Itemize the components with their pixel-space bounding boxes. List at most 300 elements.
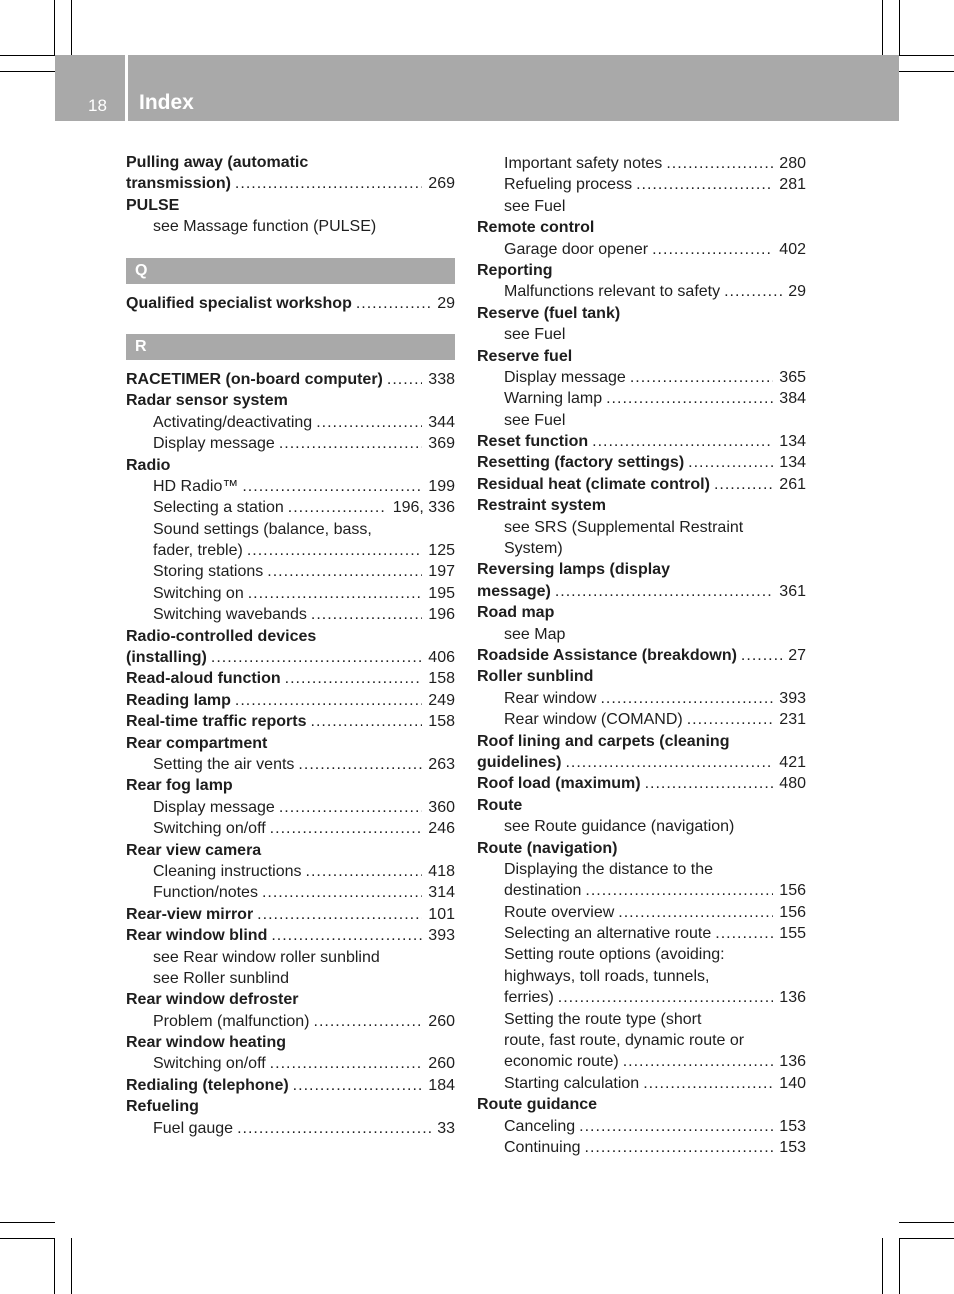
crop-mark — [71, 1238, 72, 1294]
page-reference[interactable]: 421 — [779, 753, 806, 771]
index-subentry — [126, 583, 455, 604]
page-reference[interactable]: 269 — [428, 175, 455, 193]
index-subentry — [477, 816, 806, 837]
page-reference[interactable]: 260 — [428, 1012, 455, 1030]
entry-text: Setting route options (avoiding: — [504, 946, 725, 964]
entry-text: Switching on/off — [153, 1055, 266, 1073]
entry-text: Real-time traffic reports — [126, 713, 307, 731]
crop-mark — [54, 0, 55, 56]
index-subentry — [477, 388, 806, 409]
section-letter-bar: Q — [126, 258, 455, 284]
index-subentry — [126, 412, 455, 433]
page-reference[interactable]: 196 — [428, 606, 455, 624]
dot-leader — [311, 604, 422, 625]
index-entry — [126, 1096, 455, 1117]
entry-text: Roof lining and carpets (cleaning — [477, 732, 730, 750]
index-entry — [477, 260, 806, 281]
entry-text: Refueling — [126, 1098, 199, 1116]
entry-text: Continuing — [504, 1138, 581, 1156]
entry-text: Roof load (maximum) — [477, 775, 641, 793]
index-entry — [126, 1075, 455, 1096]
index-entry — [477, 602, 806, 623]
index-entry — [126, 840, 455, 861]
index-subentry — [477, 709, 806, 730]
dot-leader — [311, 711, 423, 732]
index-subentry — [477, 324, 806, 345]
index-subentry — [126, 433, 455, 454]
index-subentry — [477, 538, 806, 559]
entry-text: Pulling away (automatic — [126, 154, 309, 171]
entry-text: Displaying the distance to the — [504, 860, 714, 878]
index-entry — [477, 645, 806, 666]
entry-text: Resetting (factory settings) — [477, 454, 685, 472]
entry-text: Rear window heating — [126, 1034, 287, 1052]
page-reference[interactable]: 231 — [779, 711, 806, 729]
entry-text: see Roller sunblind — [153, 969, 290, 987]
entry-text: destination — [504, 882, 582, 900]
dot-leader — [565, 752, 773, 773]
page-reference[interactable]: 393 — [779, 689, 806, 707]
section-letter-bar: R — [126, 334, 455, 360]
entry-text: see Massage function (PULSE) — [153, 218, 377, 236]
page-reference[interactable]: 153 — [779, 1138, 806, 1156]
index-entry — [477, 559, 806, 580]
entry-text: fader, treble) — [153, 542, 243, 560]
entry-text: (installing) — [126, 649, 207, 667]
index-subentry — [477, 517, 806, 538]
dot-leader — [247, 540, 422, 561]
entry-text: Sound settings (balance, bass, — [153, 520, 372, 538]
page-reference[interactable]: 246 — [428, 820, 455, 838]
page-reference[interactable]: 369 — [428, 435, 455, 453]
index-entry — [126, 152, 455, 173]
index-subentry — [126, 882, 455, 903]
page-reference[interactable]: 418 — [428, 862, 455, 880]
index-subentry — [477, 1137, 806, 1158]
entry-text: Reset function — [477, 433, 589, 451]
page-reference[interactable]: 402 — [779, 240, 806, 258]
entry-text: transmission) — [126, 175, 231, 193]
dot-leader — [356, 293, 431, 314]
dot-leader — [636, 174, 773, 195]
page-reference[interactable]: 156 — [779, 882, 806, 900]
dot-leader — [279, 433, 422, 454]
index-subentry — [477, 1030, 806, 1051]
index-entry — [477, 773, 806, 794]
entry-text: Redialing (telephone) — [126, 1076, 289, 1094]
section-gap — [126, 314, 455, 324]
index-subentry — [126, 604, 455, 625]
dot-leader — [666, 153, 773, 174]
entry-text: Radio — [126, 456, 171, 474]
entry-text: Garage door opener — [504, 240, 649, 258]
index-entry — [477, 1094, 806, 1115]
entry-text: Display message — [153, 798, 275, 816]
entry-text: Rear window — [504, 689, 597, 707]
index-subentry — [126, 968, 455, 989]
page-reference[interactable]: 153 — [779, 1117, 806, 1135]
page-reference[interactable]: 136 — [779, 989, 806, 1007]
entry-text: Selecting a station — [153, 499, 284, 517]
dot-leader — [555, 581, 773, 602]
crop-mark — [0, 1222, 55, 1223]
index-entry — [126, 293, 455, 314]
dot-leader — [592, 431, 773, 452]
index-entry — [126, 733, 455, 754]
entry-text: Important safety notes — [504, 155, 663, 172]
index-entry — [126, 455, 455, 476]
index-column-right — [477, 153, 806, 1158]
entry-text: ferries) — [504, 989, 554, 1007]
entry-text: Read-aloud function — [126, 670, 281, 688]
index-entry — [126, 1032, 455, 1053]
index-entry — [126, 626, 455, 647]
entry-text: Reserve fuel — [477, 347, 573, 365]
entry-text: Reserve (fuel tank) — [477, 304, 621, 322]
index-subentry — [477, 367, 806, 388]
crop-mark — [0, 1238, 55, 1239]
index-entry — [126, 668, 455, 689]
entry-text: Rear window defroster — [126, 991, 299, 1009]
page-reference[interactable]: 384 — [779, 390, 806, 408]
entry-text: Rear-view mirror — [126, 905, 254, 923]
entry-text: Roller sunblind — [477, 668, 594, 686]
entry-text: Radar sensor system — [126, 392, 288, 410]
page-header — [55, 55, 899, 121]
index-subentry — [477, 923, 806, 944]
entry-text: Radio-controlled devices — [126, 627, 317, 645]
dot-leader — [288, 497, 387, 518]
entry-text: Roadside Assistance (breakdown) — [477, 646, 737, 664]
index-entry — [126, 925, 455, 946]
dot-leader — [270, 1053, 423, 1074]
page-reference[interactable]: 261 — [779, 475, 806, 493]
index-entry — [477, 431, 806, 452]
dot-leader — [652, 239, 773, 260]
page-reference[interactable]: 361 — [779, 582, 806, 600]
entry-text: HD Radio™ — [153, 477, 239, 495]
index-entry — [126, 989, 455, 1010]
dot-leader — [724, 281, 782, 302]
dot-leader — [270, 818, 423, 839]
dot-leader — [618, 902, 773, 923]
entry-text: guidelines) — [477, 753, 562, 771]
index-column-left — [126, 152, 455, 1139]
index-subentry — [477, 902, 806, 923]
index-subentry — [126, 1011, 455, 1032]
index-subentry — [477, 859, 806, 880]
index-subentry — [477, 174, 806, 195]
entry-text: Selecting an alternative route — [504, 925, 712, 943]
entry-text: Function/notes — [153, 884, 258, 902]
entry-text: Cleaning instructions — [153, 862, 302, 880]
entry-text: RACETIMER (on-board computer) — [126, 370, 383, 388]
index-subentry — [477, 239, 806, 260]
dot-leader — [687, 709, 774, 730]
dot-leader — [242, 476, 422, 497]
entry-text: Rear window blind — [126, 927, 268, 945]
dot-leader — [600, 688, 773, 709]
page-reference[interactable]: 140 — [779, 1074, 806, 1092]
index-entry — [477, 452, 806, 473]
page-reference[interactable]: 344 — [428, 413, 455, 431]
dot-leader — [257, 904, 422, 925]
index-entry — [477, 795, 806, 816]
page-reference[interactable]: 360 — [428, 798, 455, 816]
entry-text: see Map — [504, 625, 566, 643]
crop-mark — [899, 1238, 954, 1239]
page-reference[interactable]: 406 — [428, 649, 455, 667]
index-subentry — [126, 754, 455, 775]
index-subentry — [126, 861, 455, 882]
dot-leader — [271, 925, 422, 946]
index-subentry — [477, 281, 806, 302]
dot-leader — [235, 173, 422, 194]
dot-leader — [643, 1073, 773, 1094]
entry-text: highways, toll roads, tunnels, — [504, 967, 710, 985]
page-reference[interactable]: 33 — [437, 1119, 455, 1137]
dot-leader — [279, 797, 422, 818]
index-subentry — [126, 1053, 455, 1074]
index-subentry — [126, 1118, 455, 1139]
crop-mark — [71, 0, 72, 56]
entry-text: Switching on/off — [153, 820, 266, 838]
entry-text: Setting the air vents — [153, 755, 295, 773]
dot-leader — [237, 1118, 431, 1139]
page-reference[interactable]: 156 — [779, 903, 806, 921]
page-reference[interactable]: 314 — [428, 884, 455, 902]
dot-leader — [314, 1011, 423, 1032]
dot-leader — [606, 388, 773, 409]
dot-leader — [645, 773, 774, 794]
index-subentry — [477, 153, 806, 174]
index-subentry — [477, 688, 806, 709]
entry-text: Route — [477, 796, 523, 814]
page-reference[interactable]: 29 — [437, 294, 455, 312]
index-subentry — [126, 497, 455, 518]
entry-text: Refueling process — [504, 176, 633, 194]
entry-text: Problem (malfunction) — [153, 1012, 310, 1030]
index-entry — [126, 690, 455, 711]
index-entry — [477, 581, 806, 602]
entry-text: Route (navigation) — [477, 839, 618, 857]
page-reference[interactable]: 480 — [779, 775, 806, 793]
entry-text: Restraint system — [477, 497, 606, 515]
entry-text: Reporting — [477, 261, 553, 279]
page-reference[interactable]: 280 — [779, 155, 806, 172]
dot-leader — [579, 1116, 773, 1137]
dot-leader — [630, 367, 773, 388]
index-subentry — [126, 561, 455, 582]
index-entry — [126, 647, 455, 668]
index-subentry — [126, 476, 455, 497]
page-reference[interactable]: 125 — [428, 542, 455, 560]
crop-mark — [899, 0, 900, 56]
page-reference[interactable]: 184 — [428, 1076, 455, 1094]
index-entry — [126, 369, 455, 390]
page-reference[interactable]: 195 — [428, 584, 455, 602]
crop-mark — [882, 1238, 883, 1294]
page-reference[interactable]: 281 — [779, 176, 806, 194]
dot-leader — [316, 412, 422, 433]
page-reference[interactable]: 29 — [788, 283, 806, 301]
index-entry — [126, 904, 455, 925]
index-subentry — [477, 1051, 806, 1072]
dot-leader — [387, 369, 422, 390]
entry-text: PULSE — [126, 196, 180, 214]
index-subentry — [126, 797, 455, 818]
index-entry — [477, 666, 806, 687]
entry-text: Rear window (COMAND) — [504, 711, 683, 729]
entry-text: Road map — [477, 604, 555, 622]
dot-leader — [585, 1137, 774, 1158]
entry-text: Fuel gauge — [153, 1119, 234, 1137]
entry-text: Reversing lamps (display — [477, 561, 670, 579]
dot-leader — [298, 754, 422, 775]
index-subentry — [477, 987, 806, 1008]
index-subentry — [126, 519, 455, 540]
page-reference[interactable]: 136 — [779, 1053, 806, 1071]
index-entry — [477, 346, 806, 367]
page-reference[interactable]: 260 — [428, 1055, 455, 1073]
entry-text: Activating/deactivating — [153, 413, 313, 431]
dot-leader — [741, 645, 782, 666]
index-entry — [126, 390, 455, 411]
index-entry — [477, 752, 806, 773]
page-reference[interactable]: 196, 336 — [392, 499, 455, 517]
crop-mark — [899, 1222, 954, 1223]
index-subentry — [477, 1116, 806, 1137]
entry-text: route, fast route, dynamic route or — [504, 1032, 745, 1050]
entry-text: Route overview — [504, 903, 615, 921]
dot-leader — [235, 690, 422, 711]
dot-leader — [211, 647, 422, 668]
page-number: 18 — [88, 96, 107, 115]
page-reference[interactable]: 393 — [428, 927, 455, 945]
index-entry — [477, 731, 806, 752]
page-reference[interactable]: 158 — [428, 713, 455, 731]
index-subentry — [126, 216, 455, 237]
index-subentry — [126, 540, 455, 561]
entry-text: see Fuel — [504, 197, 566, 215]
dot-leader — [293, 1075, 423, 1096]
page-reference[interactable]: 199 — [428, 477, 455, 495]
dot-leader — [306, 861, 423, 882]
dot-leader — [267, 561, 422, 582]
entry-text: Warning lamp — [504, 390, 603, 408]
section-gap — [126, 238, 455, 248]
page-reference[interactable]: 365 — [779, 368, 806, 386]
page-reference[interactable]: 134 — [779, 433, 806, 451]
index-subentry — [126, 947, 455, 968]
dot-leader — [585, 880, 773, 901]
entry-text: Switching wavebands — [153, 606, 307, 624]
entry-text: Reading lamp — [126, 691, 231, 709]
index-entry — [477, 495, 806, 516]
entry-text: System) — [504, 540, 563, 558]
page-reference[interactable]: 197 — [428, 563, 455, 581]
index-entry — [477, 217, 806, 238]
dot-leader — [623, 1051, 774, 1072]
entry-text: Qualified specialist workshop — [126, 294, 352, 312]
index-subentry — [477, 880, 806, 901]
dot-leader — [285, 668, 423, 689]
entry-text: Residual heat (climate control) — [477, 475, 710, 493]
page-reference[interactable]: 27 — [788, 646, 806, 664]
crop-mark — [899, 71, 954, 72]
index-subentry — [477, 624, 806, 645]
index-entry — [126, 775, 455, 796]
dot-leader — [262, 882, 422, 903]
entry-text: economic route) — [504, 1053, 619, 1071]
index-entry — [477, 838, 806, 859]
crop-mark — [0, 55, 55, 56]
page-title: Index — [139, 91, 194, 114]
dot-leader — [248, 583, 423, 604]
entry-text: Setting the route type (short — [504, 1010, 702, 1028]
entry-text: Rear fog lamp — [126, 777, 233, 795]
crop-mark — [899, 1238, 900, 1294]
entry-text: see SRS (Supplemental Restraint — [504, 518, 744, 536]
dot-leader — [688, 452, 773, 473]
dot-leader — [714, 474, 773, 495]
entry-text: Display message — [504, 368, 626, 386]
page-reference[interactable]: 338 — [428, 370, 455, 388]
page-reference[interactable]: 263 — [428, 755, 455, 773]
page-reference[interactable]: 155 — [779, 925, 806, 943]
page-reference[interactable]: 249 — [428, 691, 455, 709]
page-reference[interactable]: 134 — [779, 454, 806, 472]
entry-text: message) — [477, 582, 551, 600]
index-entry — [477, 474, 806, 495]
entry-text: Starting calculation — [504, 1074, 640, 1092]
entry-text: Display message — [153, 435, 275, 453]
entry-text: see Route guidance (navigation) — [504, 818, 735, 836]
index-entry — [126, 173, 455, 194]
index-subentry — [477, 196, 806, 217]
entry-text: Rear compartment — [126, 734, 268, 752]
entry-text: Canceling — [504, 1117, 576, 1135]
index-entry — [126, 711, 455, 732]
entry-text: see Fuel — [504, 326, 566, 344]
entry-text: see Fuel — [504, 411, 566, 429]
dot-leader — [715, 923, 773, 944]
index-entry — [477, 303, 806, 324]
entry-text: Malfunctions relevant to safety — [504, 283, 721, 301]
page-reference[interactable]: 158 — [428, 670, 455, 688]
index-subentry — [477, 1073, 806, 1094]
entry-text: Route guidance — [477, 1096, 598, 1114]
entry-text: Remote control — [477, 219, 595, 237]
index-subentry — [477, 1009, 806, 1030]
crop-mark — [899, 55, 954, 56]
entry-text: Storing stations — [153, 563, 264, 581]
page-reference[interactable]: 101 — [428, 905, 455, 923]
entry-text: Switching on — [153, 584, 244, 602]
crop-mark — [882, 0, 883, 56]
index-subentry — [477, 410, 806, 431]
dot-leader — [558, 987, 774, 1008]
index-subentry — [477, 966, 806, 987]
entry-text: see Rear window roller sunblind — [153, 948, 380, 966]
index-entry — [126, 195, 455, 216]
crop-mark — [0, 71, 55, 72]
header-divider — [125, 55, 128, 121]
entry-text: Rear view camera — [126, 841, 262, 859]
crop-mark — [54, 1238, 55, 1294]
index-subentry — [477, 944, 806, 965]
index-subentry — [126, 818, 455, 839]
